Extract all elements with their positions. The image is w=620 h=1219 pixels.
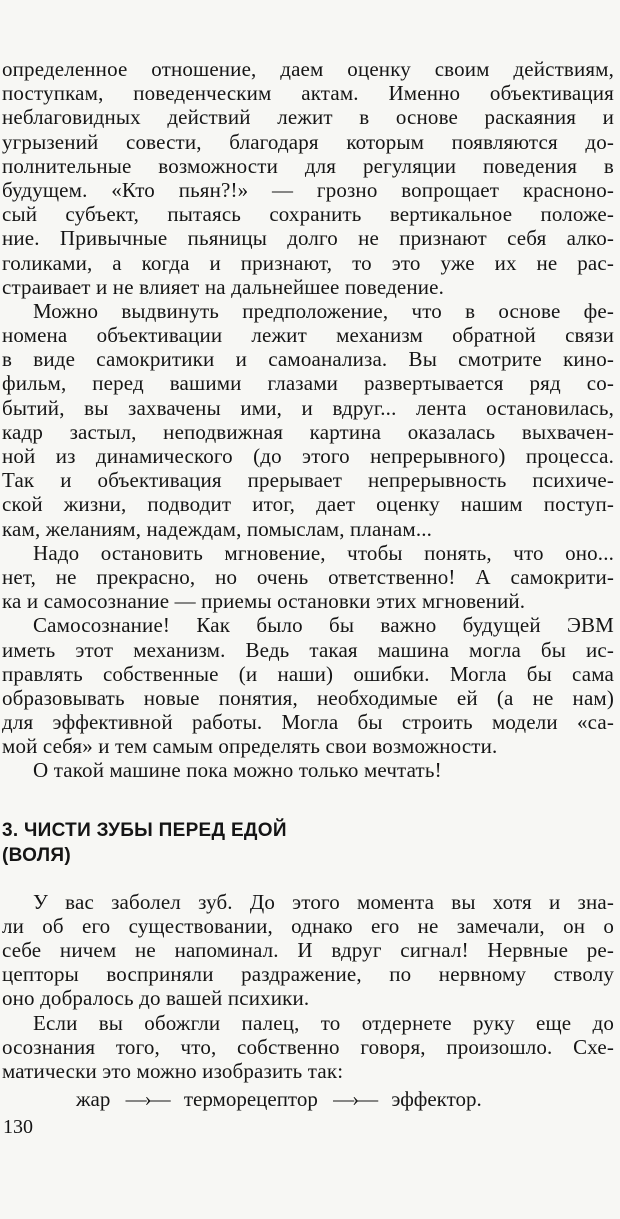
- main-text: [2, 57, 614, 783]
- text-line: полнительные возможности для регуляции поведения в: [2, 153, 614, 178]
- text-line: будущем. «Кто пьян?!» — грозно вопрощает красноно-: [2, 177, 614, 202]
- scheme-arrow-icon: —›—: [333, 1087, 377, 1112]
- text-line: образовывать новые понятия, необходимые ей (а не нам): [2, 685, 614, 710]
- page-number: 130: [3, 1116, 33, 1138]
- text-line: страивает и не влияет на дальнейшее поведение.: [2, 274, 445, 299]
- text-line: неблаговидных действий лежит в основе раскаяния и: [2, 105, 614, 130]
- text-line: иметь этот механизм. Ведь такая машина могла бы ис-: [2, 637, 614, 662]
- text-line: сый субъект, пытаясь сохранить вертикальное положе-: [2, 202, 614, 227]
- text-line: Самосознание! Как было бы важно будущей ЭВМ: [33, 613, 614, 638]
- text-line: в виде самокритики и самоанализа. Вы смотрите кино-: [2, 347, 614, 372]
- text-line: ка и самосознание — приемы остановки этих мгновений.: [2, 589, 526, 614]
- text-line: Так и объективация прерывает непрерывность психиче-: [2, 468, 614, 493]
- text-line: фильм, перед вашими глазами развертывается ряд со-: [2, 371, 614, 396]
- text-line: О такой машине пока можно только мечтать!: [33, 758, 442, 783]
- scheme-effector: эффектор.: [391, 1087, 482, 1112]
- section-heading: [2, 818, 614, 868]
- text-line: Можно выдвинуть предположение, что в основе фе-: [33, 298, 614, 323]
- section-subtitle: (ВОЛЯ): [2, 844, 71, 866]
- text-line: ли об его существовании, однако его не замечали, он о: [2, 913, 614, 938]
- text-line: определенное отношение, даем оценку своим действиям,: [2, 57, 614, 81]
- text-line: Если вы обожгли палец, то отдернете руку еще до: [33, 1010, 614, 1035]
- text-line: Надо остановить мгновение, чтобы понять, что оно...: [33, 540, 614, 565]
- scheme-stimulus: жар: [76, 1087, 111, 1112]
- text-line: для эффективной работы. Могла бы строить модели «са-: [2, 710, 614, 735]
- text-line: ской жизни, подводит итог, дает оценку нашим поступ-: [2, 492, 614, 517]
- text-line: ние. Привычные пьяницы долго не признают себя алко-: [2, 226, 614, 251]
- text-line: кам, желаниям, надеждам, помыслам, планам...: [2, 516, 433, 541]
- text-line: номена объективации лежит механизм обратной связи: [2, 323, 614, 348]
- text-line: осознания того, что, собственно говоря, произошло. Схе-: [2, 1034, 614, 1059]
- reflex-scheme: [2, 1087, 614, 1111]
- text-line: У вас заболел зуб. До этого момента вы хотя и зна-: [33, 889, 614, 914]
- text-line: мой себя» и тем самым определять свои возможности.: [2, 734, 498, 759]
- text-line: нет, не прекрасно, но очень ответственно! А самокрити-: [2, 564, 614, 589]
- section-title: 3. ЧИСТИ ЗУБЫ ПЕРЕД ЕДОЙ: [2, 819, 287, 841]
- scheme-arrow-icon: —›—: [125, 1087, 169, 1112]
- page-body: [2, 57, 614, 1111]
- section-text: [2, 890, 614, 1084]
- scheme-receptor: терморецептор: [183, 1087, 318, 1112]
- text-line: кадр застыл, неподвижная картина оказалась выхвачен-: [2, 419, 614, 444]
- text-line: матически это можно изобразить так:: [2, 1058, 344, 1083]
- text-line: правлять собственные (и наши) ошибки. Могла бы сама: [2, 661, 614, 686]
- text-line: бытий, вы захвачены ими, и вдруг... лента остановилась,: [2, 395, 614, 420]
- text-line: голиками, а когда и признают, то это уже их не рас-: [2, 250, 614, 275]
- text-line: оно добралось до вашей психики.: [2, 986, 310, 1011]
- text-line: цепторы восприняли раздражение, по нервному стволу: [2, 962, 614, 987]
- text-line: ной из динамического (до этого непрерывного) процесса.: [2, 444, 614, 468]
- text-line: себе ничем не напоминал. И вдруг сигнал! Нервные ре-: [2, 938, 614, 962]
- text-line: поступкам, поведенческим актам. Именно объективация: [2, 81, 614, 106]
- text-line: угрызений совести, благодаря которым появляются до-: [2, 129, 614, 154]
